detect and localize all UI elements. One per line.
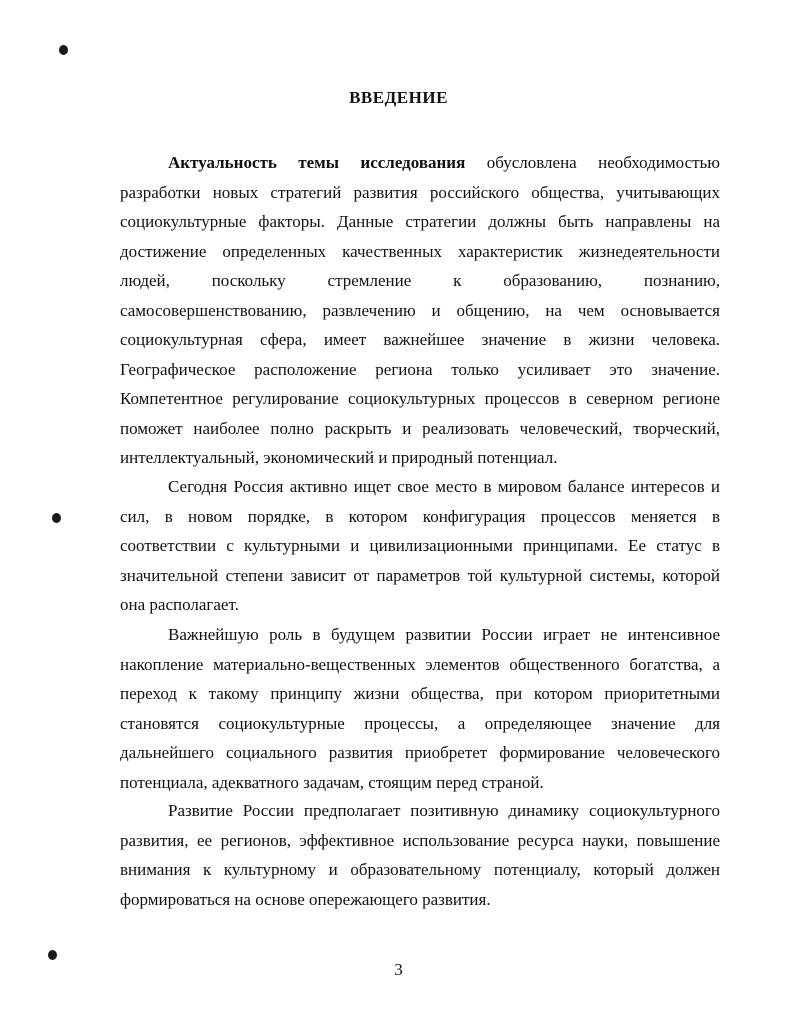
page-number: 3 — [394, 960, 403, 979]
paragraph-russia-place — [120, 472, 720, 620]
paragraph-text: Сегодня Россия активно ищет свое место в мировом балансе интересов и сил, в новом порядке, в котором конфигурация процессов меняется в соответствии с культурными и цивилизационными принципами. Ее статус в значительной степени зависит от параметров той культурной системы, которой она располагает. — [120, 477, 720, 614]
paragraph-relevance — [120, 148, 720, 473]
punch-hole-mark — [52, 513, 61, 523]
punch-hole-mark — [59, 45, 68, 55]
paragraph-text: обусловлена необходимостью разработки новых стратегий развития российского общества, учитывающих социокультурные факторы. Данные стратегии должны быть направлены на достижение определенных качественных характеристик жизнедеятельности людей, поскольку стремление к образованию, познанию, самосовершенствованию, развлечению и общению, на чем основывается социокультурная сфера, имеет важнейшее значение в жизни человека. Географическое расположение региона только усиливает это значение. Компетентное регулирование социокультурных процессов в северном регионе поможет наиболее полно раскрыть и реализовать человеческий, творческий, интеллектуальный, экономический и природный потенциал. — [120, 153, 720, 467]
paragraph-development-dynamics — [120, 796, 720, 914]
paragraph-text: Важнейшую роль в будущем развитии России играет не интенсивное накопление материально-вещественных элементов общественного богатства, а переход к такому принципу жизни общества, при котором приоритетными становятся социокультурные процессы, а определяющее значение для дальнейшего социального развития приобретет формирование человеческого потенциала, адекватного задачам, стоящим перед страной. — [120, 625, 720, 792]
paragraph-lead-bold: Актуальность темы исследования — [168, 153, 466, 172]
punch-hole-mark — [48, 950, 57, 960]
paragraph-development-role — [120, 620, 720, 797]
paragraph-text: Развитие России предполагает позитивную динамику социокультурного развития, ее регионов, эффективное использование ресурса науки, повышение внимания к культурному и образовательному потенциалу, который должен формироваться на основе опережающего развития. — [120, 801, 720, 909]
page-heading: ВВЕДЕНИЕ — [349, 88, 448, 107]
